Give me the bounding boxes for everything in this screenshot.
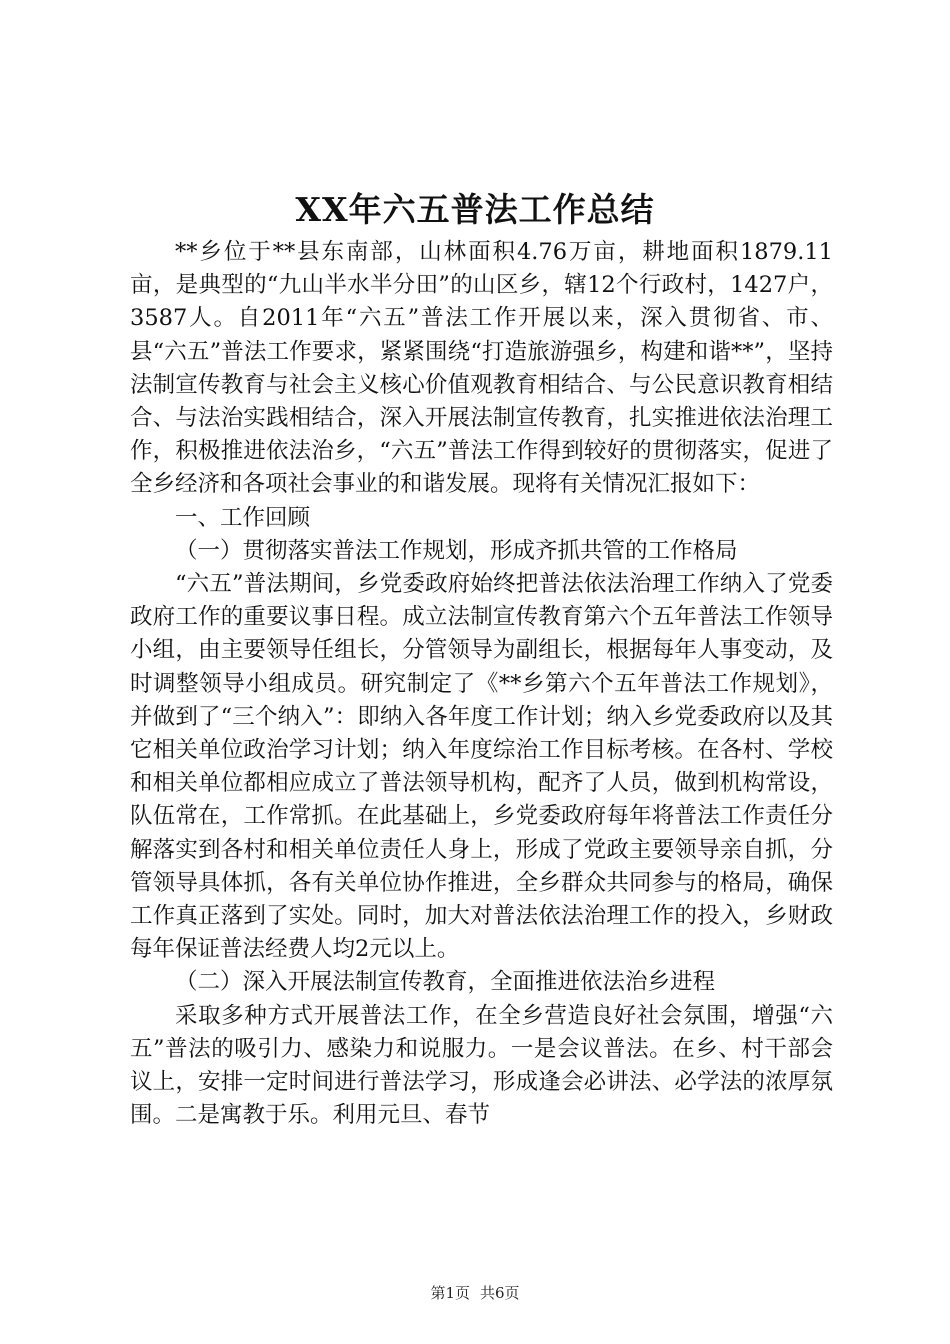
document-body [130, 236, 833, 1132]
document-title: XX年六五普法工作总结 [295, 190, 655, 229]
page-number: 第1页 [430, 1284, 470, 1302]
intro-paragraph: **乡位于**县东南部，山林面积4.76万亩，耕地面积1879.11亩，是典型的“九山半水半分田”的山区乡，辖12个行政村，1427户，3587人。自2011年“六五”普法工作开展以来，深入贯彻省、市、县“六五”普法工作要求，紧紧围绕“打造旅游强乡，构建和谐**”，坚持法制宣传教育与社会主义核心价值观教育相结合、与公民意识教育相结合、与法治实践相结合，深入开展法制宣传教育，扎实推进依法治理工作，积极推进依法治乡，“六五”普法工作得到较好的贯彻落实，促进了全乡经济和各项社会事业的和谐发展。现将有关情况汇报如下： [130, 239, 833, 498]
subsection-1-paragraph: “六五”普法期间，乡党委政府始终把普法依法治理工作纳入了党委政府工作的重要议事日程。成立法制宣传教育第六个五年普法工作领导小组，由主要领导任组长，分管领导为副组长，根据每年人事变动，及时调整领导小组成员。研究制定了《**乡第六个五年普法工作规划》，并做到了“三个纳入”：即纳入各年度工作计划；纳入乡党委政府以及其它相关单位政治学习计划；纳入年度综治工作目标考核。在各村、学校和相关单位都相应成立了普法领导机构，配齐了人员，做到机构常设，队伍常在，工作常抓。在此基础上，乡党委政府每年将普法工作责任分解落实到各村和相关单位责任人身上，形成了党政主要领导亲自抓，分管领导具体抓，各有关单位协作推进，全乡群众共同参与的格局，确保工作真正落到了实处。同时，加大对普法依法治理工作的投入，乡财政每年保证普法经费人均2元以上。 [130, 571, 833, 963]
subsection-heading-1: （一）贯彻落实普法工作规划，形成齐抓共管的工作格局 [175, 537, 738, 564]
subsection-heading-2: （二）深入开展法制宣传教育，全面推进依法治乡进程 [175, 969, 716, 996]
page-total: 共6页 [480, 1284, 520, 1302]
page-footer [0, 1283, 950, 1303]
subsection-2-paragraph: 采取多种方式开展普法工作，在全乡营造良好社会氛围，增强“六五”普法的吸引力、感染力和说服力。一是会议普法。在乡、村干部会议上，安排一定时间进行普法学习，形成逢会必讲法、必学法的浓厚氛围。二是寓教于乐。利用元旦、春节 [130, 1002, 833, 1129]
section-heading-work-review: 一、工作回顾 [175, 504, 311, 531]
